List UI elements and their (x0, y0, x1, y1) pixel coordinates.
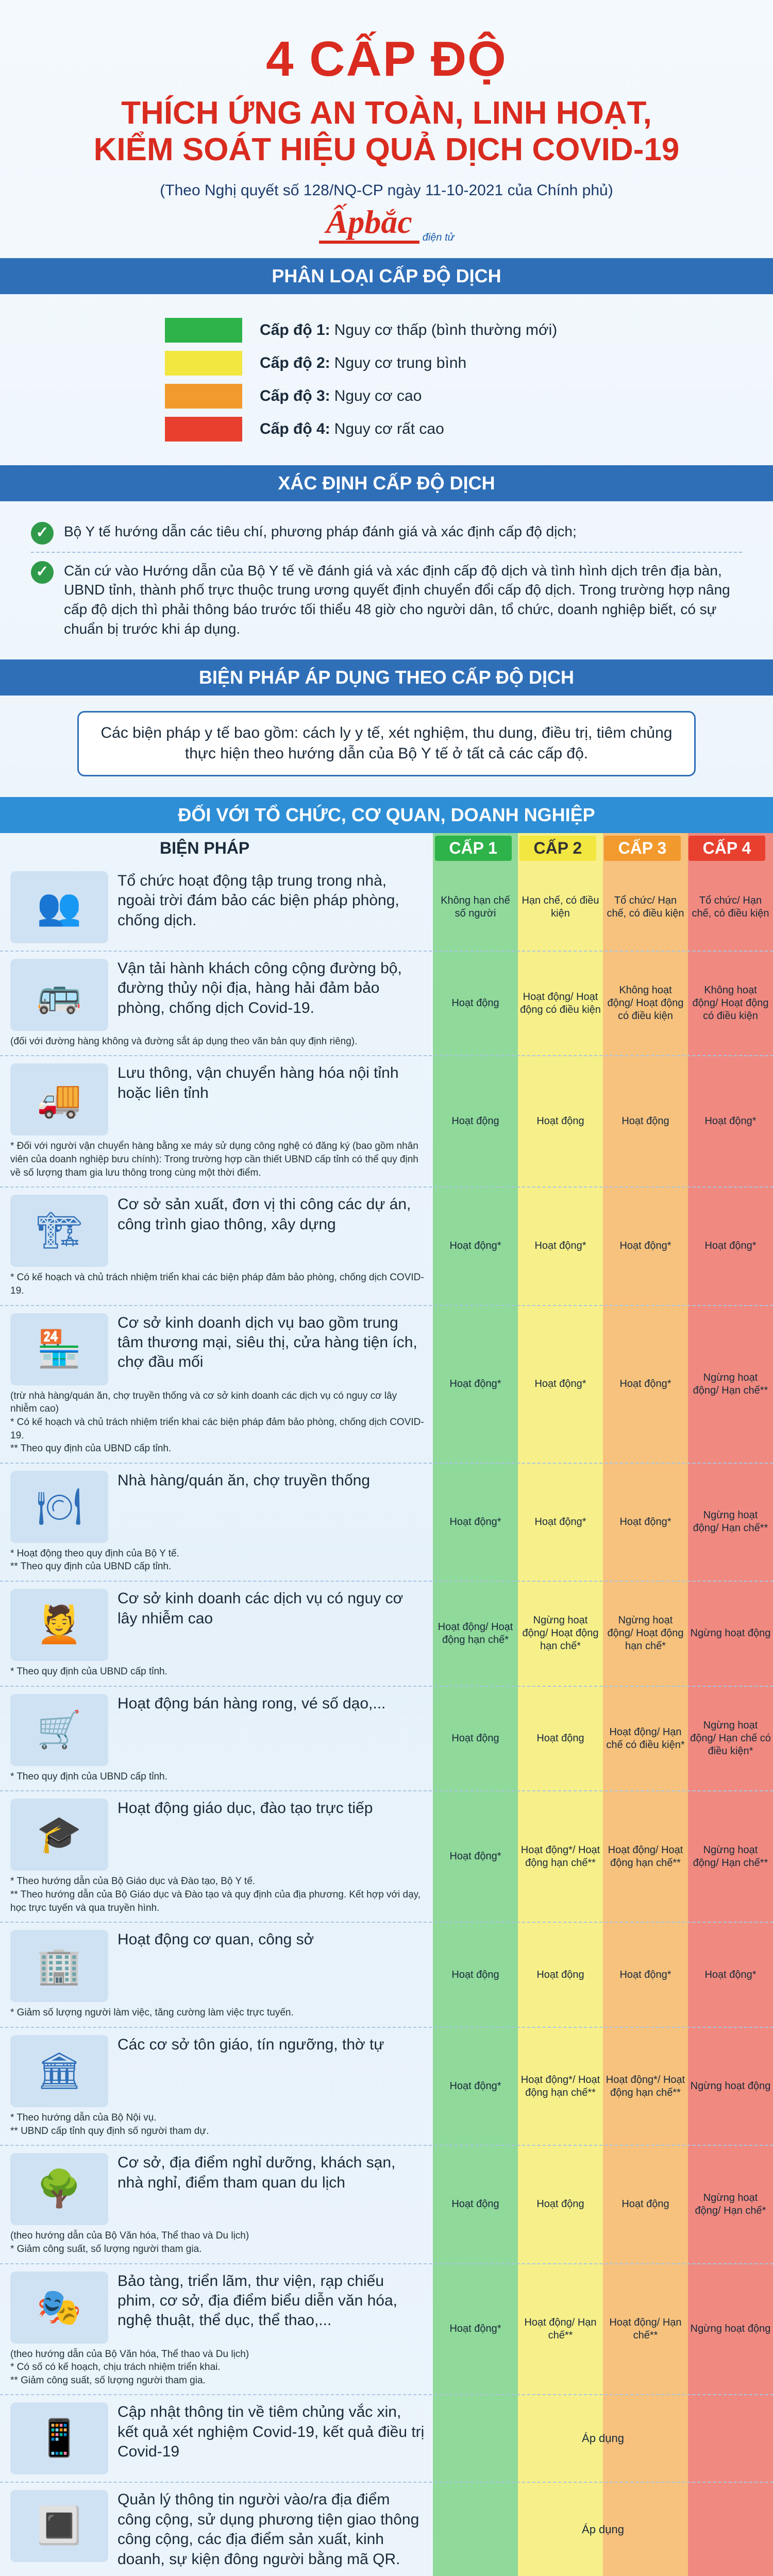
row-levels (433, 1687, 773, 1791)
measure-note (10, 2111, 425, 2138)
level-3-value: Hoạt động* (619, 1378, 671, 1390)
level-swatch (165, 318, 242, 343)
temple-icon: 🏛 (10, 2035, 108, 2107)
row-top (10, 1799, 425, 1871)
row-text-wrap (117, 871, 425, 943)
row-text-wrap (117, 2490, 425, 2569)
note-line: (trừ nhà hàng/quán ăn, chợ truyền thống và cơ sở kinh doanh các dịch vụ có nguy cơ lây nhiễm cao) (10, 1390, 397, 1415)
level-2-value: Hoạt động (536, 1969, 584, 1980)
level-2-value: Hoạt động (536, 1733, 584, 1744)
level-3-value: Tổ chức/ Hạn chế, có điều kiện (607, 894, 684, 919)
level-3-value: Hoạt động/ Hạn chế có điều kiện* (606, 1726, 685, 1751)
level-4-value: Ngừng hoạt động/ Hạn chế có điều kiện* (690, 1720, 771, 1757)
online-shop-icon: 🛒 (10, 1694, 108, 1766)
row-measure (0, 1056, 433, 1187)
row-levels (433, 1464, 773, 1581)
row-measure (0, 1923, 433, 2027)
level-1-value: Hoạt động* (449, 1240, 501, 1252)
level-4-value: Ngừng hoạt động/ Hạn chế* (695, 2192, 766, 2216)
criteria-list (0, 501, 773, 659)
note-line: * Có kế hoạch và chủ trách nhiệm triển khai các biện pháp đảm bảo phòng, chống dịch COVID-19. (10, 1272, 424, 1296)
table-row (0, 1056, 773, 1188)
level-item (165, 384, 773, 409)
measure-text: Cơ sở kinh doanh các dịch vụ có nguy cơ lây nhiễm cao (117, 1590, 404, 1627)
level-1-value: Hoạt động* (449, 2080, 501, 2092)
level-4-value: Không hoạt động/ Hoạt động có điều kiện (692, 985, 769, 1022)
row-top (10, 2035, 425, 2107)
phone-icon: 📱 (10, 2402, 108, 2475)
level-desc: Nguy cơ cao (334, 387, 422, 404)
factory-icon: 🏗 (10, 1195, 108, 1267)
museum-icon: 🎭 (10, 2272, 108, 2344)
measure-note (10, 2229, 425, 2256)
level-3-value: Hoạt động*/ Hoạt động hạn chế** (606, 2074, 685, 2098)
level-2-value: Hoạt động/ Hoạt động có điều kiện (520, 991, 601, 1015)
level-2-value: Hoạt động/ Hạn chế** (524, 2316, 597, 2341)
note-line: ** Giảm công suất, số lượng người tham gia. (10, 2375, 206, 2386)
level-2-value: Hoạt động (536, 2198, 584, 2210)
row-measure (0, 2395, 433, 2482)
level-label: Cấp độ 2: (260, 354, 330, 371)
level-2-value: Hoạt động* (534, 1378, 586, 1390)
level-2-value: Hoạt động* (534, 1516, 586, 1528)
row-measure (0, 2146, 433, 2263)
row-measure (0, 2264, 433, 2395)
table-row (0, 2146, 773, 2264)
row-levels (433, 864, 773, 951)
row-top (10, 1471, 425, 1543)
row-levels (433, 952, 773, 1056)
level-swatch (165, 384, 242, 409)
row-levels (433, 1582, 773, 1686)
title-main: 4 CẤP ĐỘ (266, 31, 507, 87)
level-item (165, 417, 773, 442)
note-line: ** UBND cấp tỉnh quy định số người tham dự. (10, 2125, 209, 2137)
level-1-value: Hoạt động (451, 997, 499, 1009)
note-line: * Giảm số lượng người làm việc, tăng cường làm việc trực tuyến. (10, 2007, 294, 2019)
measure-text: Cơ sở kinh doanh dịch vụ bao gồm trung tâm thương mại, siêu thị, cửa hàng tiện ích, chợ đầu mối (117, 1314, 417, 1371)
education-icon: 🎓 (10, 1799, 108, 1871)
note-line: ** Theo hướng dẫn của Bộ Giáo dục và Đào tạo và quy định của địa phương. Kết hợp với dạy, học trực tuyến và qua truyền hình. (10, 1889, 421, 1913)
level-label: Cấp độ 1: (260, 321, 330, 338)
criterion-text: Bộ Y tế hướng dẫn các tiêu chí, phương pháp đánh giá và xác định cấp độ dịch; (64, 523, 577, 539)
level-item (165, 351, 773, 376)
title-sub-1: THÍCH ỨNG AN TOÀN, LINH HOẠT, (121, 95, 652, 131)
level-1-value: Hoạt động (451, 1733, 499, 1744)
note-line: * Theo quy định của UBND cấp tỉnh. (10, 1666, 167, 1677)
table-header (0, 833, 773, 864)
check-icon: ✓ (31, 522, 54, 545)
title-sub-2: KIỂM SOÁT HIỆU QUẢ DỊCH COVID-19 (93, 132, 680, 168)
measure-text: Cập nhật thông tin về tiêm chủng vắc xin, kết quả xét nghiệm Covid-19, kết quả điều trị Covid-19 (117, 2403, 425, 2461)
measure-note (10, 2348, 425, 2387)
table-row (0, 1791, 773, 1923)
logo (0, 203, 773, 244)
measure-text: Lưu thông, vận chuyển hàng hóa nội tỉnh hoặc liên tỉnh (117, 1064, 399, 1101)
row-top (10, 1694, 425, 1766)
level-4-value: Hoạt động* (704, 1969, 757, 1980)
massage-icon: 💆 (10, 1589, 108, 1661)
level-3-value: Ngừng hoạt động/ Hoạt động hạn chế* (607, 1615, 684, 1652)
level-2-value: Ngừng hoạt động/ Hoạt động hạn chế* (522, 1615, 599, 1652)
level-4-value: Ngừng hoạt động/ Hạn chế** (693, 1844, 768, 1869)
row-top (10, 2272, 425, 2344)
office-icon: 🏢 (10, 1930, 108, 2002)
level-1-value: Hoạt động (451, 1115, 499, 1127)
note-line: ** Theo quy định của UBND cấp tỉnh. (10, 1561, 172, 1572)
note-line: * Giảm công suất, số lượng người tham gia. (10, 2243, 202, 2255)
section-measures: BIỆN PHÁP ÁP DỤNG THEO CẤP ĐỘ DỊCH (0, 659, 773, 696)
note-line: * Có kế hoạch và chủ trách nhiệm triển khai các biện pháp đảm bảo phòng, chống dịch COVID-19. (10, 1416, 424, 1441)
table-row (0, 2395, 773, 2483)
header (0, 0, 773, 244)
all-levels-value: Áp dụng (582, 2432, 624, 2445)
measure-text: Tổ chức hoạt động tập trung trong nhà, ngoài trời đám bảo các biện pháp phòng, chống dịch. (117, 872, 399, 929)
measure-text: Hoạt động giáo dục, đào tạo trực tiếp (117, 1800, 373, 1817)
qr-icon: 🔳 (10, 2490, 108, 2562)
header-level-3: CẤP 3 (604, 836, 681, 861)
logo-name: Ấpbắc (319, 206, 419, 244)
level-1-value: Hoạt động (451, 2198, 499, 2210)
measure-note (10, 1875, 425, 1914)
row-top (10, 1313, 425, 1385)
measure-text: Hoạt động cơ quan, công sở (117, 1931, 314, 1948)
level-2-value: Hoạt động* (534, 1240, 586, 1252)
level-swatch (165, 351, 242, 376)
table-row (0, 1464, 773, 1582)
row-levels (433, 1923, 773, 2027)
row-levels (433, 2264, 773, 2395)
note-line: * Theo hướng dẫn của Bộ Giáo dục và Đào tạo, Bộ Y tế. (10, 1876, 256, 1887)
level-1-value: Hoạt động* (449, 1378, 501, 1390)
note-line: (đối với đường hàng không và đường sắt áp dụng theo văn bản quy định riêng). (10, 1036, 358, 1047)
measure-note (10, 1271, 425, 1297)
meeting-icon: 👥 (10, 871, 108, 943)
measure-note (10, 1389, 425, 1455)
level-2-value: Hoạt động*/ Hoạt động hạn chế** (520, 2074, 600, 2098)
note-line: * Đối với người vận chuyển hàng bằng xe máy sử dụng công nghệ có đăng ký (bao gồm nhân viên của doanh nghiệp bưu chính): Trong trường hợp cần thiết UBND cấp tỉnh có thể quy định về số lượng tham gia lưu thông trong cùng một thời điểm. (10, 1141, 418, 1178)
logo-sub: điện tử (422, 231, 455, 243)
row-top (10, 2153, 425, 2225)
row-levels (433, 2483, 773, 2576)
table-row (0, 1306, 773, 1464)
measure-text: Cơ sở sản xuất, đơn vị thi công các dự án, công trình giao thông, xây dựng (117, 1196, 411, 1233)
measure-note (10, 1140, 425, 1179)
row-measure (0, 952, 433, 1056)
table-row (0, 1582, 773, 1687)
criterion-item (31, 522, 742, 545)
level-list (0, 294, 773, 465)
header-level-1: CẤP 1 (435, 836, 512, 861)
level-swatch (165, 417, 242, 442)
restaurant-icon: 🍽 (10, 1471, 108, 1543)
measure-text: Nhà hàng/quán ăn, chợ truyền thống (117, 1471, 371, 1489)
level-item (165, 318, 773, 343)
row-levels (433, 1056, 773, 1187)
row-top (10, 1063, 425, 1136)
level-desc: Nguy cơ rất cao (334, 420, 444, 437)
row-measure (0, 1791, 433, 1922)
row-measure (0, 864, 433, 951)
note-line: * Theo hướng dẫn của Bộ Nội vụ. (10, 2112, 157, 2123)
criterion-text: Căn cứ vào Hướng dẫn của Bộ Y tế về đánh giá và xác định cấp độ dịch và tình hình dịch trên địa bàn, UBND tỉnh, thành phố trực thuộc trung ương quyết định chuyển đổi cấp độ dịch. Trong trường hợp nâng cấp độ dịch thì phải thông báo trước tối thiểu 48 giờ cho người dân, tổ chức, doanh nghiệp biết, có sự chuẩn bị trước khi áp dụng. (64, 562, 730, 637)
row-measure (0, 1687, 433, 1791)
row-top (10, 1195, 425, 1267)
level-3-value: Hoạt động* (619, 1969, 671, 1980)
park-icon: 🌳 (10, 2153, 108, 2225)
measures-note: Các biện pháp y tế bao gồm: cách ly y tế, xét nghiệm, thu dung, điều trị, tiêm chủng thực hiện theo hướng dẫn của Bộ Y tế ở tất cả các cấp độ. (77, 711, 696, 776)
row-levels (433, 2146, 773, 2263)
row-top (10, 959, 425, 1031)
table-row (0, 2264, 773, 2396)
level-1-value: Hoạt động* (449, 2323, 501, 2335)
level-2-value: Hạn chế, có điều kiện (522, 894, 599, 919)
row-levels (433, 1188, 773, 1304)
header-measure: BIỆN PHÁP (160, 839, 250, 858)
title-source: (Theo Nghị quyết số 128/NQ-CP ngày 11-10-2021 của Chính phủ) (160, 181, 613, 199)
level-label: Cấp độ 3: (260, 387, 330, 404)
measure-text: Hoạt động bán hàng rong, vé số dạo,... (117, 1694, 386, 1712)
level-1-value: Hoạt động* (449, 1516, 501, 1528)
row-measure (0, 1306, 433, 1463)
row-text-wrap (117, 2402, 425, 2475)
level-4-value: Ngừng hoạt động/ Hạn chế** (693, 1510, 768, 1534)
shop-icon: 🏪 (10, 1313, 108, 1385)
table-row (0, 1188, 773, 1306)
table-row (0, 1687, 773, 1792)
measure-note (10, 1665, 425, 1679)
level-desc: Nguy cơ thấp (bình thường mới) (334, 321, 558, 338)
row-levels (433, 2028, 773, 2145)
level-3-value: Hoạt động* (619, 1240, 671, 1252)
note-line: (theo hướng dẫn của Bộ Văn hóa, Thể thao và Du lịch) (10, 2230, 249, 2242)
level-1-value: Hoạt động/ Hoạt động hạn chế* (438, 1621, 513, 1646)
measure-note (10, 1035, 425, 1048)
level-4-value: Tổ chức/ Hạn chế, có điều kiện (692, 894, 769, 919)
org-table (0, 833, 773, 2576)
row-levels (433, 1306, 773, 1463)
level-3-value: Không hoạt động/ Hoạt động có điều kiện (607, 985, 684, 1022)
row-levels (433, 1791, 773, 1922)
measure-text: Các cơ sở tôn giáo, tín ngưỡng, thờ tự (117, 2036, 384, 2053)
level-desc: Nguy cơ trung bình (334, 354, 467, 371)
level-1-value: Hoạt động (451, 1969, 499, 1980)
note-line: (theo hướng dẫn của Bộ Văn hóa, Thể thao và Du lịch) (10, 2348, 249, 2360)
level-4-value: Ngừng hoạt động (690, 2323, 771, 2335)
row-measure (0, 2483, 433, 2576)
table-row (0, 2028, 773, 2146)
table-row (0, 864, 773, 952)
row-top (10, 1930, 425, 2002)
measure-note (10, 2006, 425, 2020)
truck-icon: 🚚 (10, 1063, 108, 1136)
measure-text: Quản lý thông tin người vào/ra địa điểm công cộng, sử dụng phương tiện giao thông công cộng, các địa điểm sản xuất, kinh doanh, sự kiện đông người bằng mã QR. (117, 2491, 419, 2568)
level-3-value: Hoạt động (621, 2198, 669, 2210)
section-determine: XÁC ĐỊNH CẤP ĐỘ DỊCH (0, 465, 773, 501)
level-label: Cấp độ 4: (260, 420, 330, 437)
level-1-value: Không hạn chế số người (441, 894, 510, 919)
level-4-value: Ngừng hoạt động (690, 1628, 771, 1639)
measure-text: Bảo tàng, triển lãm, thư viện, rạp chiếu phim, cơ sở, địa điểm biểu diễn văn hóa, nghệ thuật, thể dục, thể thao,... (117, 2272, 397, 2329)
table-row (0, 1923, 773, 2028)
row-measure (0, 1582, 433, 1686)
level-4-value: Hoạt động* (704, 1240, 757, 1252)
row-top (10, 1589, 425, 1661)
note-line: * Theo quy định của UBND cấp tỉnh. (10, 1771, 167, 1782)
criterion-item (31, 552, 742, 639)
row-measure (0, 1464, 433, 1581)
note-line: * Có số có kế hoạch, chịu trách nhiệm triển khai. (10, 2362, 221, 2373)
level-3-value: Hoạt động (621, 1115, 669, 1127)
section-organizations: ĐỐI VỚI TỔ CHỨC, CƠ QUAN, DOANH NGHIỆP (0, 797, 773, 833)
header-level-4: CẤP 4 (688, 836, 765, 861)
measure-note (10, 1770, 425, 1784)
level-4-value: Ngừng hoạt động/ Hạn chế** (693, 1371, 768, 1396)
row-measure (0, 2028, 433, 2145)
note-line: ** Theo quy định của UBND cấp tỉnh. (10, 1443, 172, 1454)
section-levels: PHÂN LOẠI CẤP ĐỘ DỊCH (0, 258, 773, 294)
bus-icon: 🚌 (10, 959, 108, 1031)
level-3-value: Hoạt động/ Hoạt động hạn chế** (608, 1844, 683, 1869)
level-3-value: Hoạt động* (619, 1516, 671, 1528)
level-4-value: Ngừng hoạt động (690, 2080, 771, 2092)
note-line: * Hoạt động theo quy định của Bộ Y tế. (10, 1548, 179, 1559)
measure-text: Vận tải hành khách công cộng đường bộ, đường thủy nội địa, hàng hải đảm bảo phòng, chống dịch Covid-19. (117, 959, 402, 1016)
measure-note (10, 1547, 425, 1573)
level-3-value: Hoạt động/ Hạn chế** (609, 2316, 682, 2341)
measure-text: Cơ sở, địa điểm nghỉ dưỡng, khách sạn, nhà nghỉ, điểm tham quan du lịch (117, 2154, 396, 2191)
table-row (0, 952, 773, 1057)
level-1-value: Hoạt động* (449, 1851, 501, 1862)
all-levels-value: Áp dụng (582, 2523, 624, 2536)
level-4-value: Hoạt động* (704, 1115, 757, 1127)
row-measure (0, 1188, 433, 1304)
level-2-value: Hoạt động (536, 1115, 584, 1127)
table-row (0, 2483, 773, 2576)
level-2-value: Hoạt động*/ Hoạt động hạn chế** (520, 1844, 600, 1869)
header-level-2: CẤP 2 (519, 836, 596, 861)
check-icon: ✓ (31, 561, 54, 584)
row-levels (433, 2395, 773, 2482)
